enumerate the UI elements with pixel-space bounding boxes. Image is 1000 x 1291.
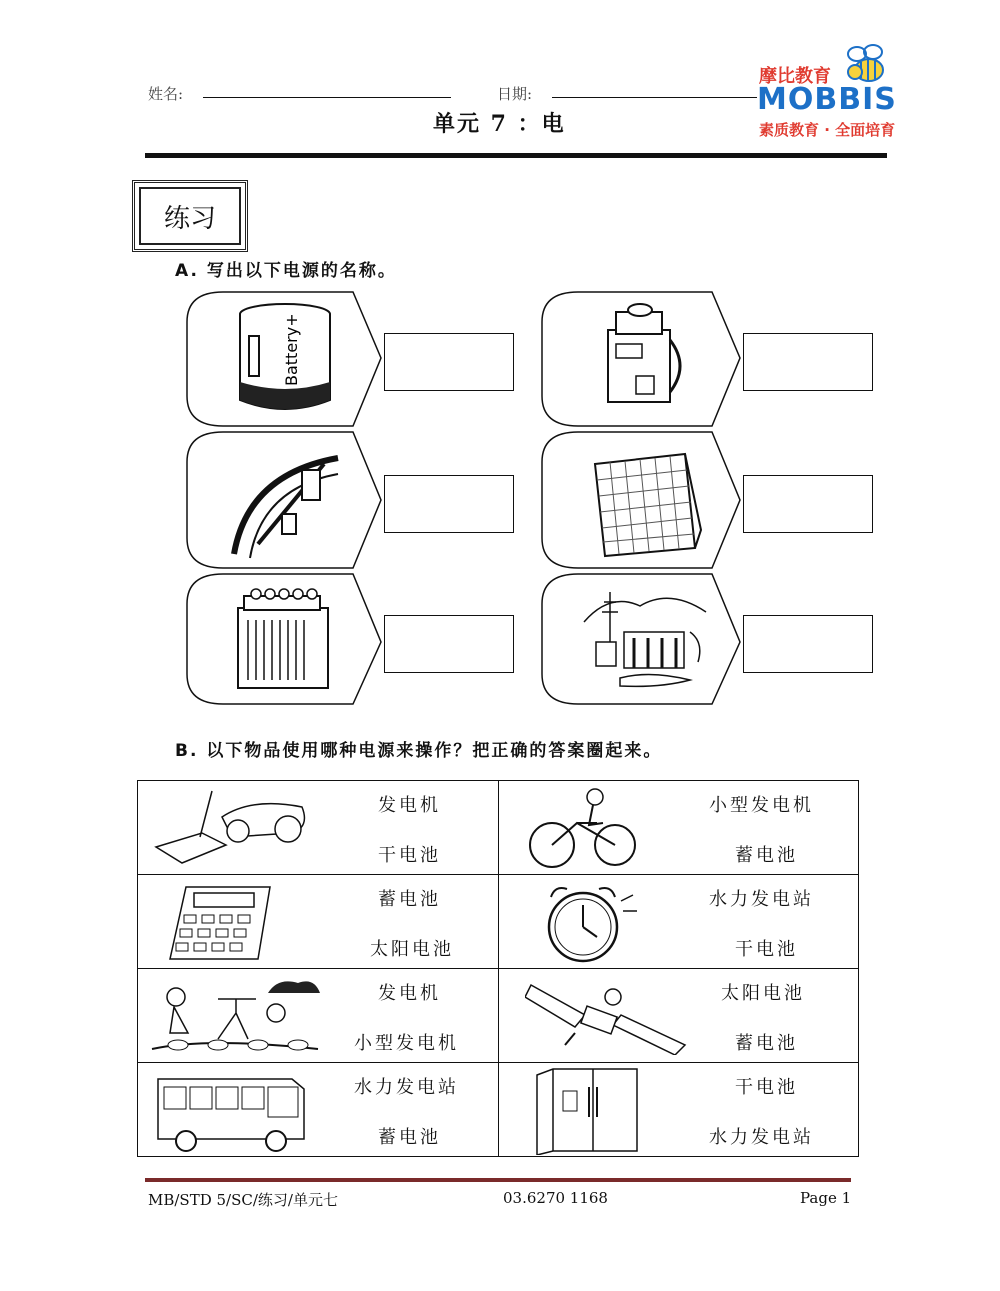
- table-cell: [138, 875, 499, 969]
- name-label: 姓名:: [148, 85, 184, 103]
- table-cell: [499, 875, 859, 969]
- solar-panel-icon: [585, 450, 705, 560]
- section-a-question: A. 写出以下电源的名称。: [175, 261, 397, 281]
- answer-box-3[interactable]: [384, 475, 514, 533]
- footer-page: Page 1: [800, 1189, 852, 1207]
- option-2-a[interactable]: 小型发电机: [709, 795, 814, 816]
- practice-title-box: [132, 180, 248, 252]
- option-8-b[interactable]: 水力发电站: [709, 1127, 814, 1148]
- option-4-a[interactable]: 水力发电站: [709, 889, 814, 910]
- option-6-a[interactable]: 太阳电池: [721, 983, 805, 1004]
- satellite-icon: [525, 975, 695, 1055]
- answer-box-6[interactable]: [743, 615, 873, 673]
- option-1-a[interactable]: 发电机: [378, 795, 441, 816]
- hydroelectric-station-icon: [580, 582, 710, 694]
- footer-rule: [145, 1178, 851, 1182]
- answer-box-1[interactable]: [384, 333, 514, 391]
- option-7-a[interactable]: 水力发电站: [354, 1077, 459, 1098]
- mobbis-logo: [757, 46, 927, 141]
- table-cell: [499, 969, 859, 1063]
- alarm-clock-icon: [541, 881, 641, 967]
- bus-icon: [152, 1069, 312, 1153]
- answer-box-5[interactable]: [384, 615, 514, 673]
- date-label: 日期:: [497, 85, 533, 103]
- practice-label: 练习: [163, 203, 216, 234]
- page-title: 单元 7 ：电: [433, 111, 566, 137]
- option-6-b[interactable]: 蓄电池: [735, 1033, 798, 1054]
- table-cell: [138, 1063, 499, 1157]
- name-field[interactable]: [203, 97, 451, 98]
- option-2-b[interactable]: 蓄电池: [735, 845, 798, 866]
- boy-on-bicycle-icon: [527, 785, 637, 871]
- logo-en-text: MOBBIS: [757, 82, 897, 117]
- option-4-b[interactable]: 干电池: [735, 939, 798, 960]
- remote-control-car-icon: [152, 787, 312, 867]
- table-cell: [138, 781, 499, 875]
- option-5-b[interactable]: 小型发电机: [354, 1033, 459, 1054]
- option-3-a[interactable]: 蓄电池: [378, 889, 441, 910]
- table-cell: [499, 1063, 859, 1157]
- option-3-b[interactable]: 太阳电池: [370, 939, 454, 960]
- calculator-icon: [166, 883, 276, 963]
- logo-cn-text: 摩比教育: [759, 66, 831, 87]
- option-1-b[interactable]: 干电池: [378, 845, 441, 866]
- table-cell: [138, 969, 499, 1063]
- bicycle-dynamo-icon: [228, 444, 348, 564]
- section-b-question: B. 以下物品使用哪种电源来操作？把正确的答案圈起来。: [175, 741, 663, 761]
- refrigerator-icon: [533, 1067, 643, 1155]
- logo-sub-text: 素质教育 · 全面培育: [759, 121, 896, 139]
- date-field[interactable]: [552, 97, 757, 98]
- option-8-a[interactable]: 干电池: [735, 1077, 798, 1098]
- header-rule: [145, 153, 887, 158]
- section-b-table: [137, 780, 859, 1157]
- option-7-b[interactable]: 蓄电池: [378, 1127, 441, 1148]
- footer-code: MB/STD 5/SC/练习/单元七: [148, 1191, 338, 1209]
- svg-text:Battery+: Battery+: [282, 313, 301, 386]
- footer-phone: 03.6270 1168: [503, 1189, 608, 1207]
- answer-box-2[interactable]: [743, 333, 873, 391]
- answer-box-4[interactable]: [743, 475, 873, 533]
- portable-generator-icon: [598, 300, 693, 410]
- dry-cell-battery-icon: [235, 300, 335, 420]
- option-5-a[interactable]: 发电机: [378, 983, 441, 1004]
- table-cell: [499, 781, 859, 875]
- car-battery-icon: [230, 586, 340, 696]
- night-market-light-icon: [148, 973, 324, 1059]
